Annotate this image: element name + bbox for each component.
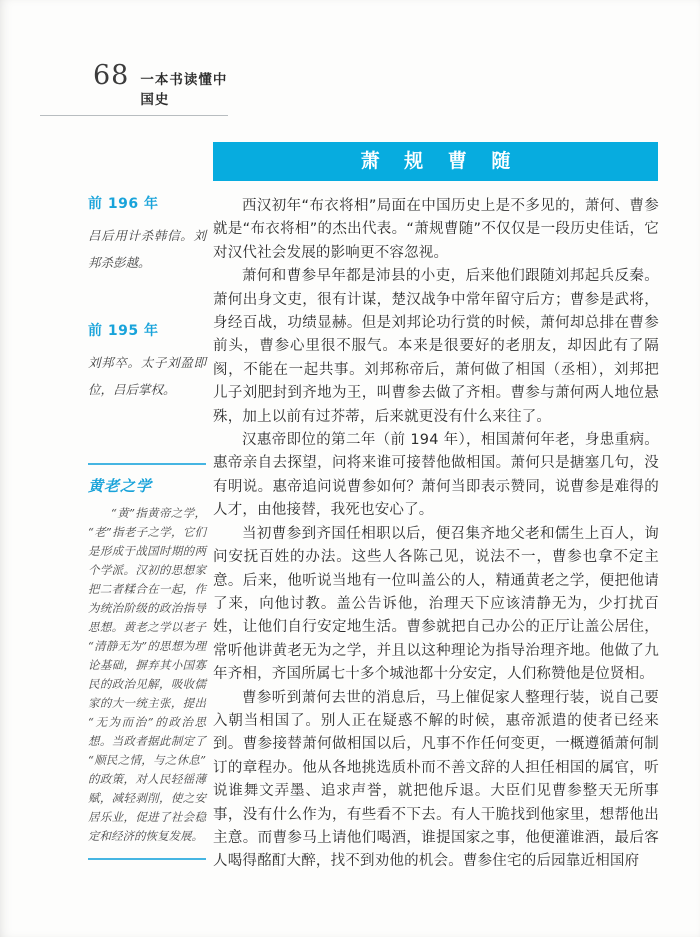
chapter-banner (213, 142, 658, 181)
timeline-text: 吕后用计杀韩信。刘邦杀彭越。 (88, 227, 206, 270)
article-paragraph: 汉惠帝即位的第二年（前 194 年），相国萧何年老，身患重病。惠帝亲自去探望，问将来谁可接替他做相国。萧何只是搪塞几句，没有明说。惠帝追问说曹参如何？萧何当即表示赞同，说曹参是难得的人才，由他接替，我死也安心了。 (213, 432, 659, 519)
sidebar-note (88, 463, 206, 860)
sidebar-note-text: “黄”指黄帝之学，“老”指老子之学，它们是形成于战国时期的两个学派。汉初的思想家把二者糅合在一起，作为统治阶级的政治指导思想。黄老之学以老子“清静无为”的思想为理论基础，摒弃其小国寡民的政治见解，吸收儒家的大一统主张，提出“无为而治”的政治思想。当政者据此制定了“顺民之情，与之休息”的政策，对人民轻徭薄赋，减轻剥削，使之安居乐业，促进了社会稳定和经济的恢复发展。 (88, 505, 206, 843)
timeline-date: 前 196 年 (88, 196, 159, 212)
page-number: 68 (93, 60, 130, 91)
running-head (40, 62, 228, 116)
chapter-title: 萧 规 曹 随 (360, 150, 520, 172)
timeline-text: 刘邦卒。太子刘盈即位，吕后掌权。 (88, 354, 206, 397)
article-paragraph: 萧何和曹参早年都是沛县的小吏，后来他们跟随刘邦起兵反秦。萧何出身文吏，很有计谋，楚汉战争中常年留守后方；曹参是武将，身经百战，功绩显赫。但是刘邦论功行赏的时候，萧何却总排在曹参前头，曹参心里很不服气。本来是很要好的老朋友，却因此有了隔阂，不能在一起共事。刘邦称帝后，萧何做了相国（丞相），刘邦把儿子刘肥封到齐地为王，叫曹参去做了齐相。曹参与萧何两人地位悬殊，加上以前有过芥蒂，后来就更没有什么来往了。 (213, 268, 659, 425)
article-paragraph: 曹参听到萧何去世的消息后，马上催促家人整理行装，说自己要入朝当相国了。别人正在疑惑不解的时候，惠帝派遣的使者已经来到。曹参接替萧何做相国以后，凡事不作任何变更，一概遵循萧何制订的章程办。他从各地挑选质朴而不善文辞的人担任相国的属官，听说谁舞文弄墨、追求声誉，就把他斥退。大臣们见曹参整天无所事事，没有什么作为，有些看不下去。有人干脆找到他家里，想帮他出主意。而曹参马上请他们喝酒，谁提国家之事，他便灌谁酒，最后客人喝得酩酊大醉，找不到劝他的机会。曹参住宅的后园靠近相国府 (213, 689, 659, 870)
article-paragraph: 当初曹参到齐国任相职以后，便召集齐地父老和儒生上百人，询问安抚百姓的办法。这些人各陈己见，说法不一，曹参也拿不定主意。后来，他听说当地有一位叫盖公的人，精通黄老之学，便把他请了来，向他讨教。盖公告诉他，治理天下应该清静无为，少打扰百姓，让他们自行安定地生活。曹参就把自己办公的正厅让盖公居住，常听他讲黄老无为之学，并且以这种理论为指导治理齐地。他做了九年齐相，齐国所属七十多个城池都十分安定，人们称赞他是位贤相。 (213, 525, 659, 683)
article-paragraph: 西汉初年“布衣将相”局面在中国历史上是不多见的，萧何、曹参就是“布衣将相”的杰出代表。“萧规曹随”不仅仅是一段历史佳话，它对汉代社会发展的影响更不容忽视。 (213, 198, 659, 261)
sidebar-note-title: 黄老之学 (88, 476, 153, 495)
timeline-date: 前 195 年 (88, 322, 159, 339)
timeline-entry (88, 323, 206, 403)
book-title: 一本书读懂中国史 (140, 72, 228, 108)
sidebar (88, 196, 206, 860)
timeline-entry (88, 196, 206, 276)
article-body (213, 195, 659, 874)
